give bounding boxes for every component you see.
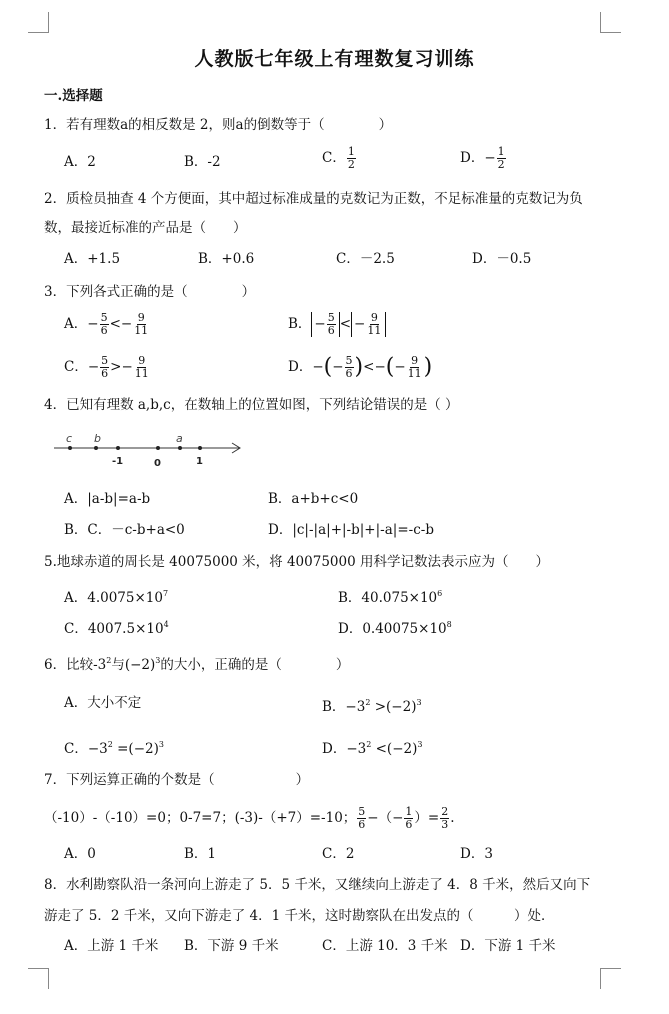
- q3-b-frac2: [366, 312, 382, 337]
- q5-c-exp: 4: [163, 620, 169, 629]
- point-b: [94, 446, 98, 450]
- q3-b-n9: 9: [370, 311, 378, 324]
- q1-d-den: 2: [497, 158, 505, 171]
- q4-option-a: A．|a-b|=a-b: [64, 491, 151, 507]
- label-a: a: [176, 432, 183, 445]
- crop-mark-bottom-right: [600, 968, 621, 989]
- q1-c-den: 2: [347, 158, 355, 171]
- q3-a-d11: 11: [134, 324, 149, 337]
- q8-option-b: B．下游 9 千米: [184, 938, 279, 954]
- q2-option-b: B．+0.6: [198, 251, 255, 267]
- q6-c-rest: =(−2): [112, 741, 159, 757]
- q5-option-d: [338, 616, 452, 638]
- q6-option-b: [322, 694, 422, 716]
- q6-stem-exp2: 3: [155, 656, 161, 665]
- q2-stem-line2: 数，最接近标准的产品是（ ）: [44, 220, 247, 236]
- q6-d-exp3: 3: [417, 740, 423, 749]
- q6-c-exp2: 2: [107, 740, 113, 749]
- q7-frac3: [440, 806, 449, 831]
- q3-d-paren-close2: ): [423, 354, 433, 380]
- q3-d-minus1: −: [312, 359, 324, 375]
- q3-c-gt: >: [110, 359, 122, 375]
- q6-b-base: B．−3: [322, 699, 366, 715]
- q3-c-d11: 11: [134, 367, 149, 380]
- q6-d-base: D．−3: [322, 741, 367, 757]
- q1-c-label: C．: [322, 150, 346, 166]
- q3-option-b: [288, 312, 386, 337]
- q3-a-frac2: [133, 312, 149, 337]
- section-heading: 一.选择题: [44, 88, 103, 104]
- q7-n2: 2: [441, 805, 449, 818]
- tick-label-m1: -1: [112, 456, 124, 467]
- q5-b-exp: 6: [437, 589, 443, 598]
- q1-option-b: B．-2: [184, 154, 221, 170]
- q1-c-num: 1: [347, 145, 355, 158]
- q3-c-label: C．: [64, 359, 88, 375]
- q8-option-d: D．下游 1 千米: [460, 938, 556, 954]
- q8-option-c: C．上游 10．3 千米: [322, 938, 448, 954]
- q4-option-c: B．C．－c-b+a<0: [64, 522, 185, 538]
- q3-a-n9: 9: [137, 311, 145, 324]
- q7-dot: .: [450, 810, 455, 826]
- q5-c-text: C．4007.5×10: [64, 621, 164, 637]
- q5-d-text: D．0.40075×10: [338, 621, 447, 637]
- q3-b-abs2: [351, 312, 386, 337]
- q3-c-d6: 6: [101, 367, 109, 380]
- q6-stem-exp: 2: [106, 656, 112, 665]
- crop-mark-bottom-left: [28, 968, 49, 989]
- q4-option-d: D．|c|-|a|+|-b|+|-a|=-c-b: [268, 522, 434, 538]
- q7-expr-text: （-10）-（-10）=0；0-7=7；(-3)-（+7）=-10；: [44, 810, 357, 826]
- q3-b-frac1: [327, 312, 336, 337]
- q6-stem-a: 6．比较-3: [44, 657, 107, 673]
- q5-option-a: [64, 585, 168, 607]
- q5-option-b: [338, 585, 442, 607]
- q3-d-lt: <: [363, 359, 375, 375]
- q3-b-lt: <: [339, 316, 352, 332]
- q3-d-minus4: −: [394, 359, 406, 375]
- tick-label-0: 0: [154, 458, 161, 469]
- q3-option-d: [288, 355, 432, 380]
- q7-mid: −（−: [367, 810, 404, 826]
- q7-option-b: B．1: [184, 846, 217, 862]
- q2-option-a: A．+1.5: [64, 251, 121, 267]
- q6-b-rest: >(−2): [370, 699, 417, 715]
- q6-option-c: [64, 736, 164, 758]
- q1-stem: 1．若有理数a的相反数是 2，则a的倒数等于（ ）: [44, 117, 393, 133]
- q3-a-n5: 5: [100, 311, 108, 324]
- q3-d-paren-open2: (: [385, 354, 395, 380]
- q1-option-d: [460, 146, 507, 171]
- q3-d-d11: 11: [407, 367, 422, 380]
- q7-d6: 6: [358, 818, 366, 831]
- q3-c-frac1: [100, 355, 109, 380]
- q6-stem: [44, 652, 349, 674]
- q4-option-b: B．a+b+c<0: [268, 491, 359, 507]
- q3-d-n9: 9: [411, 354, 419, 367]
- q3-d-frac1: [345, 355, 354, 380]
- q6-stem-c: 的大小，正确的是（ ）: [160, 657, 350, 673]
- q6-d-exp2: 2: [366, 740, 372, 749]
- q7-option-c: C．2: [322, 846, 355, 862]
- q3-a-lt: <: [109, 316, 121, 332]
- q7-frac2: [404, 806, 413, 831]
- q3-a-minus2: −: [120, 316, 133, 332]
- q7-n1: 1: [405, 805, 413, 818]
- q8-stem-line1: 8．水利勘察队沿一条河向上游走了 5．5 千米，又继续向上游走了 4．8 千米，然后又向下: [44, 877, 591, 893]
- q3-a-minus1: −: [87, 316, 99, 332]
- q7-d6b: 6: [405, 818, 413, 831]
- q5-a-text: A．4.0075×10: [64, 590, 163, 606]
- q3-d-minus2: −: [332, 359, 344, 375]
- q3-b-label: B．: [288, 316, 312, 332]
- q3-a-label: A．: [64, 316, 88, 332]
- tick-label-1: 1: [196, 456, 203, 467]
- q4-stem: 4．已知有理数 a,b,c，在数轴上的位置如图，下列结论错误的是（ ）: [44, 397, 459, 413]
- q3-b-n5: 5: [327, 311, 335, 324]
- q5-stem: 5.地球赤道的周长是 40075000 米，将 40075000 用科学记数法表示应为（ ）: [44, 554, 549, 570]
- point-a: [178, 446, 182, 450]
- q5-option-c: [64, 616, 169, 638]
- q7-stem: 7．下列运算正确的个数是（ ）: [44, 772, 310, 788]
- q6-b-exp3: 3: [416, 698, 422, 707]
- q3-b-d11: 11: [367, 324, 382, 337]
- q3-d-n5: 5: [345, 354, 353, 367]
- q1-d-label: D．−: [460, 150, 496, 166]
- q3-a-frac1: [100, 312, 109, 337]
- q2-option-c: C．－2.5: [336, 251, 395, 267]
- point-c: [68, 446, 72, 450]
- q1-c-fraction: [347, 146, 356, 171]
- q7-frac1: [357, 806, 366, 831]
- q6-c-base: C．−3: [64, 741, 108, 757]
- q3-d-label: D．: [288, 359, 313, 375]
- q7-n5: 5: [358, 805, 366, 818]
- q3-c-frac2: [134, 355, 150, 380]
- q2-stem-line1: 2．质检员抽查 4 个方便面，其中超过标准成量的克数记为正数，不足标准量的克数记为负: [44, 191, 583, 207]
- q7-expression: [44, 806, 455, 831]
- q3-c-n5: 5: [101, 354, 109, 367]
- q7-option-a: A．0: [64, 846, 96, 862]
- q2-option-d: D．－0.5: [472, 251, 532, 267]
- q3-option-a: [64, 312, 150, 337]
- q3-b-d6: 6: [327, 324, 335, 337]
- q6-c-exp3: 3: [158, 740, 164, 749]
- q1-d-fraction: [497, 146, 506, 171]
- q3-d-frac2: [407, 355, 423, 380]
- number-line-figure: [50, 428, 250, 470]
- q7-d3: 3: [441, 818, 449, 831]
- q3-d-minus3: −: [374, 359, 386, 375]
- q3-option-c: [64, 355, 151, 380]
- q1-d-num: 1: [497, 145, 505, 158]
- q3-b-minus1: −: [314, 316, 326, 332]
- q7-option-d: D．3: [460, 846, 493, 862]
- q6-b-exp2: 2: [365, 698, 371, 707]
- crop-mark-top-left: [28, 12, 49, 33]
- q1-option-a: A．2: [64, 154, 96, 170]
- q6-option-d: [322, 736, 422, 758]
- q3-b-abs1: [311, 312, 339, 337]
- q8-stem-line2: 游走了 5．2 千米，又向下游走了 4．1 千米，这时勘察队在出发点的（ ）处．: [44, 908, 555, 924]
- q3-d-d6: 6: [345, 367, 353, 380]
- q8-option-a: A．上游 1 千米: [64, 938, 159, 954]
- point-1: [198, 446, 202, 450]
- q1-option-c: [322, 146, 357, 171]
- q5-d-exp: 8: [446, 620, 452, 629]
- point-m1: [116, 446, 120, 450]
- q3-c-n9: 9: [138, 354, 146, 367]
- label-b: b: [94, 432, 101, 445]
- page-title: 人教版七年级上有理数复习训练: [194, 48, 475, 70]
- point-0: [156, 446, 160, 450]
- q5-a-exp: 7: [162, 589, 169, 598]
- q6-d-rest: <(−2): [371, 741, 418, 757]
- q7-end: ）=: [414, 810, 440, 826]
- crop-mark-top-right: [600, 12, 621, 33]
- q3-d-paren-close1: ): [354, 354, 364, 380]
- q3-d-paren-open1: (: [323, 354, 333, 380]
- q3-c-minus1: −: [87, 359, 100, 375]
- label-c: c: [66, 432, 73, 445]
- q6-option-a: A．大小不定: [64, 695, 142, 711]
- q5-b-text: B．40.075×10: [338, 590, 438, 606]
- q3-stem: 3．下列各式正确的是（ ）: [44, 284, 256, 300]
- q3-c-minus2: −: [121, 359, 133, 375]
- q3-a-d6: 6: [100, 324, 108, 337]
- q3-b-minus2: −: [354, 316, 366, 332]
- q6-stem-b: 与(−2): [111, 657, 156, 673]
